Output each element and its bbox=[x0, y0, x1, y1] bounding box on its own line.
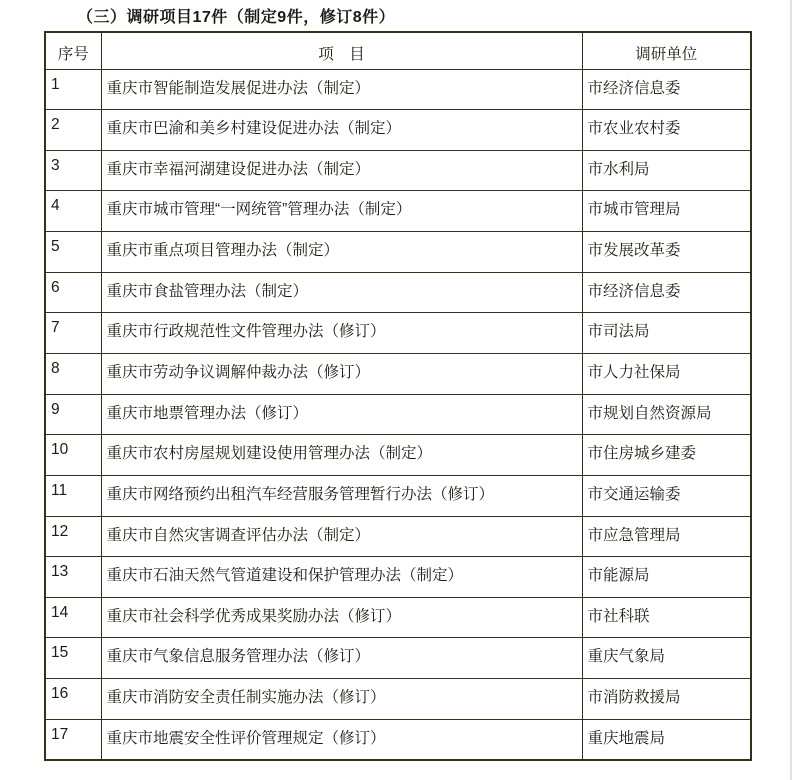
header-cell-unit: 调研单位 bbox=[582, 32, 751, 69]
header-row bbox=[45, 32, 751, 69]
table-row bbox=[45, 353, 751, 394]
project-name-cell: 重庆市气象信息服务管理办法（修订） bbox=[101, 638, 582, 679]
research-unit-cell: 市水利局 bbox=[582, 150, 751, 191]
table-row bbox=[45, 516, 751, 557]
row-number-cell: 6 bbox=[45, 272, 101, 313]
research-unit-cell: 市发展改革委 bbox=[582, 232, 751, 273]
table-row bbox=[45, 394, 751, 435]
project-name-cell: 重庆市农村房屋规划建设使用管理办法（制定） bbox=[101, 435, 582, 476]
table-row bbox=[45, 69, 751, 110]
table-row bbox=[45, 638, 751, 679]
research-unit-cell: 市能源局 bbox=[582, 557, 751, 598]
table-row bbox=[45, 475, 751, 516]
row-number-cell: 11 bbox=[45, 475, 101, 516]
project-name-cell: 重庆市智能制造发展促进办法（制定） bbox=[101, 69, 582, 110]
research-unit-cell: 市人力社保局 bbox=[582, 353, 751, 394]
project-name-cell: 重庆市劳动争议调解仲裁办法（修订） bbox=[101, 353, 582, 394]
research-unit-cell: 市经济信息委 bbox=[582, 272, 751, 313]
research-unit-cell: 重庆气象局 bbox=[582, 638, 751, 679]
table-row bbox=[45, 191, 751, 232]
table-row bbox=[45, 110, 751, 151]
row-number-cell: 4 bbox=[45, 191, 101, 232]
row-number-cell: 16 bbox=[45, 679, 101, 720]
research-unit-cell: 市农业农村委 bbox=[582, 110, 751, 151]
row-number-cell: 2 bbox=[45, 110, 101, 151]
project-name-cell: 重庆市自然灾害调查评估办法（制定） bbox=[101, 516, 582, 557]
research-unit-cell: 市社科联 bbox=[582, 597, 751, 638]
section-title: （三）调研项目17件（制定9件，修订8件） bbox=[77, 9, 396, 26]
header-cell-number: 序号 bbox=[45, 32, 101, 69]
project-name-cell: 重庆市食盐管理办法（制定） bbox=[101, 272, 582, 313]
project-name-cell: 重庆市巴渝和美乡村建设促进办法（制定） bbox=[101, 110, 582, 151]
row-number-cell: 3 bbox=[45, 150, 101, 191]
project-name-cell: 重庆市网络预约出租汽车经营服务管理暂行办法（修订） bbox=[101, 475, 582, 516]
row-number-cell: 5 bbox=[45, 232, 101, 273]
project-name-cell: 重庆市重点项目管理办法（制定） bbox=[101, 232, 582, 273]
page-edge-line bbox=[790, 0, 792, 780]
row-number-cell: 1 bbox=[45, 69, 101, 110]
project-name-cell: 重庆市地震安全性评价管理规定（修订） bbox=[101, 719, 582, 760]
table-row bbox=[45, 557, 751, 598]
row-number-cell: 8 bbox=[45, 353, 101, 394]
research-unit-cell: 市交通运输委 bbox=[582, 475, 751, 516]
project-name-cell: 重庆市城市管理“一网统管”管理办法（制定） bbox=[101, 191, 582, 232]
table-row bbox=[45, 679, 751, 720]
row-number-cell: 12 bbox=[45, 516, 101, 557]
table-row bbox=[45, 313, 751, 354]
research-unit-cell: 市住房城乡建委 bbox=[582, 435, 751, 476]
table-body bbox=[45, 69, 751, 760]
table-row bbox=[45, 272, 751, 313]
research-unit-cell: 市规划自然资源局 bbox=[582, 394, 751, 435]
project-name-cell: 重庆市消防安全责任制实施办法（修订） bbox=[101, 679, 582, 720]
table-row bbox=[45, 597, 751, 638]
row-number-cell: 9 bbox=[45, 394, 101, 435]
research-unit-cell: 市司法局 bbox=[582, 313, 751, 354]
project-name-cell: 重庆市石油天然气管道建设和保护管理办法（制定） bbox=[101, 557, 582, 598]
row-number-cell: 17 bbox=[45, 719, 101, 760]
row-number-cell: 15 bbox=[45, 638, 101, 679]
project-name-cell: 重庆市地票管理办法（修订） bbox=[101, 394, 582, 435]
research-unit-cell: 市消防救援局 bbox=[582, 679, 751, 720]
research-unit-cell: 市城市管理局 bbox=[582, 191, 751, 232]
research-projects-table bbox=[44, 31, 752, 761]
row-number-cell: 7 bbox=[45, 313, 101, 354]
project-name-cell: 重庆市幸福河湖建设促进办法（制定） bbox=[101, 150, 582, 191]
header-cell-project: 项 目 bbox=[101, 32, 582, 69]
research-unit-cell: 市经济信息委 bbox=[582, 69, 751, 110]
table-header bbox=[45, 32, 751, 69]
project-name-cell: 重庆市行政规范性文件管理办法（修订） bbox=[101, 313, 582, 354]
research-unit-cell: 市应急管理局 bbox=[582, 516, 751, 557]
row-number-cell: 10 bbox=[45, 435, 101, 476]
table-row bbox=[45, 719, 751, 760]
research-unit-cell: 重庆地震局 bbox=[582, 719, 751, 760]
row-number-cell: 13 bbox=[45, 557, 101, 598]
project-name-cell: 重庆市社会科学优秀成果奖励办法（修订） bbox=[101, 597, 582, 638]
table-row bbox=[45, 435, 751, 476]
table-row bbox=[45, 232, 751, 273]
table-row bbox=[45, 150, 751, 191]
row-number-cell: 14 bbox=[45, 597, 101, 638]
